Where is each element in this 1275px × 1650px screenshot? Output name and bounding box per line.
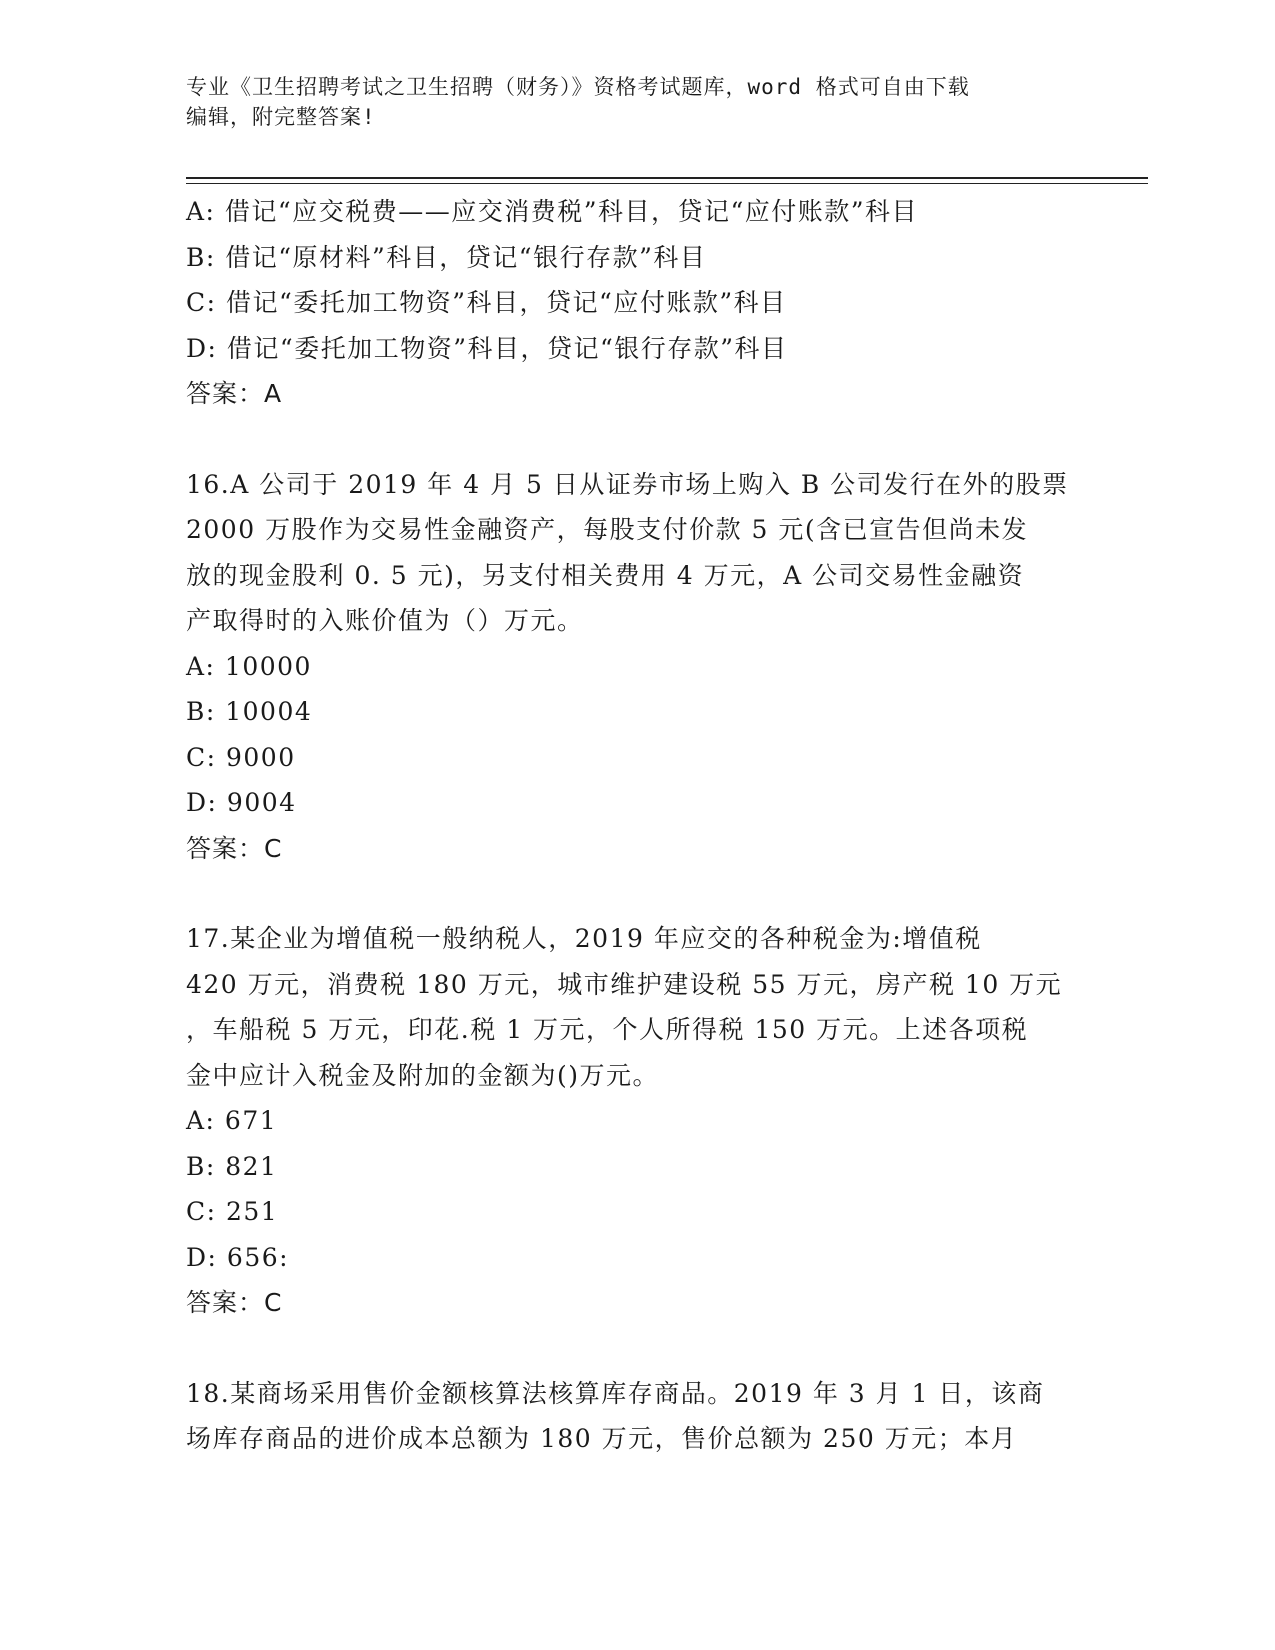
option-c: C: 9000	[186, 742, 296, 772]
answer: 答案：A	[186, 379, 283, 408]
question-16	[186, 462, 1086, 872]
option-b: B: 借记“原材料”科目，贷记“银行存款”科目	[186, 242, 707, 272]
option-d: D: 656:	[186, 1242, 290, 1272]
stem-line: 场库存商品的进价成本总额为 180 万元，售价总额为 250 万元；本月	[186, 1424, 1018, 1453]
question-stem	[186, 462, 1086, 644]
document-header	[186, 72, 1066, 132]
stem-line: 产取得时的入账价值为（）万元。	[186, 606, 584, 635]
spacer	[186, 871, 1086, 916]
answer: 答案：C	[186, 833, 283, 863]
option-a: A: 借记“应交税费——应交消费税”科目，贷记“应付账款”科目	[186, 197, 919, 226]
stem-line: 2000 万股作为交易性金融资产，每股支付价款 5 元(含已宣告但尚未发	[186, 515, 1029, 544]
header-divider-thick	[186, 177, 1148, 179]
option-b: B: 10004	[186, 697, 313, 726]
stem-line: ，车船税 5 万元，印花.税 1 万元，个人所得税 150 万元。上述各项税	[186, 1015, 1029, 1044]
option-a: A: 10000	[186, 651, 312, 681]
option-d: D: 9004	[186, 788, 297, 817]
stem-line: 放的现金股利 0. 5 元)，另支付相关费用 4 万元，A 公司交易性金融资	[186, 560, 1025, 590]
question-15	[186, 189, 1086, 417]
question-content	[186, 189, 1086, 1462]
stem-line: 16.A 公司于 2019 年 4 月 5 日从证券市场上购入 B 公司发行在外的股票	[186, 469, 1069, 499]
question-stem	[186, 1371, 1086, 1462]
question-17	[186, 916, 1086, 1326]
spacer	[186, 417, 1086, 462]
stem-line: 金中应计入税金及附加的金额为()万元。	[186, 1060, 660, 1090]
header-divider-thin	[186, 183, 1148, 184]
stem-line: 18.某商场采用售价金额核算法核算库存商品。2019 年 3 月 1 日，该商	[186, 1378, 1045, 1408]
header-line-1: 专业《卫生招聘考试之卫生招聘（财务）》资格考试题库，word 格式可自由下载	[186, 75, 970, 99]
option-a: A: 671	[186, 1106, 278, 1135]
stem-line: 420 万元，消费税 180 万元，城市维护建设税 55 万元，房产税 10 万元	[186, 969, 1063, 999]
question-stem	[186, 916, 1086, 1098]
question-18	[186, 1371, 1086, 1462]
option-b: B: 821	[186, 1151, 278, 1181]
header-line-2: 编辑，附完整答案!	[186, 105, 376, 129]
option-d: D: 借记“委托加工物资”科目，贷记“银行存款”科目	[186, 333, 788, 363]
option-c: C: 借记“委托加工物资”科目，贷记“应付账款”科目	[186, 288, 787, 317]
spacer	[186, 1326, 1086, 1371]
option-c: C: 251	[186, 1197, 279, 1226]
stem-line: 17.某企业为增值税一般纳税人，2019 年应交的各种税金为:增值税	[186, 924, 982, 953]
answer: 答案：C	[186, 1288, 283, 1317]
